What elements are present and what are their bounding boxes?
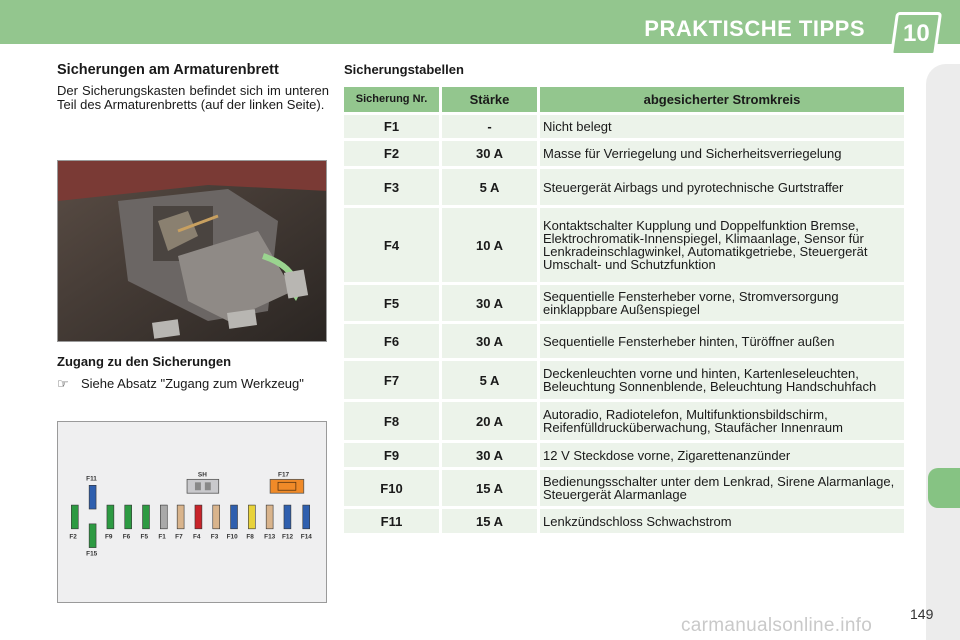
fuse-circuit: Autoradio, Radiotelefon, Multifunktionsbildschirm, Reifenfülldrucküberwachung, Staufächer Innenraum	[540, 402, 904, 440]
table-row	[344, 115, 904, 138]
fuse-circuit: Kontaktschalter Kupplung und Doppelfunktion Bremse, Elektrochromatik-Innenspiegel, Klimaanlage, Sensor für Lenkradeinschlagwinkel, Automatikgetriebe, Steuergerät Umschalt- und Schutzfunktion	[540, 208, 904, 282]
fuse-f3	[213, 505, 220, 529]
fuse-circuit: Sequentielle Fensterheber hinten, Türöffner außen	[540, 324, 904, 358]
fuse-circuit: Bedienungsschalter unter dem Lenkrad, Sirene Alarmanlage, Steuergerät Alarmanlage	[540, 470, 904, 506]
fuse-number: F11	[344, 509, 439, 533]
label-f15: F15	[86, 550, 98, 558]
fuse-f5	[143, 505, 150, 529]
fuse-circuit: 12 V Steckdose vorne, Zigarettenanzünder	[540, 443, 904, 467]
fuse-amperage: 20 A	[442, 402, 537, 440]
label-f5: F5	[140, 533, 149, 541]
fuse-f8	[248, 505, 255, 529]
label-f7: F7	[175, 533, 183, 541]
page-number: 149	[910, 606, 934, 622]
fuse-circuit: Masse für Verriegelung und Sicherheitsverriegelung	[540, 141, 904, 166]
header-amperage: Stärke	[442, 87, 537, 112]
table-row	[344, 443, 904, 467]
label-f2: F2	[69, 533, 77, 541]
table-row	[344, 285, 904, 321]
fuse-sh	[187, 479, 219, 493]
fuse-f15	[89, 524, 96, 548]
label-f11: F11	[86, 475, 97, 483]
fuse-amperage: 15 A	[442, 470, 537, 506]
fuse-f2	[71, 505, 78, 529]
fuse-amperage: 30 A	[442, 443, 537, 467]
fuse-amperage: 10 A	[442, 208, 537, 282]
fuse-number: F10	[344, 470, 439, 506]
fuse-f14	[303, 505, 310, 529]
chapter-number: 10	[902, 20, 930, 47]
table-row	[344, 169, 904, 205]
label-f3: F3	[210, 533, 219, 541]
access-title: Zugang zu den Sicherungen	[57, 354, 232, 369]
pointing-hand-icon: ☞	[57, 376, 69, 391]
label-f6: F6	[122, 533, 131, 541]
fuse-number: F1	[344, 115, 439, 138]
fuse-f7	[177, 505, 184, 529]
fuse-f11	[89, 485, 96, 509]
fuse-amperage: 30 A	[442, 324, 537, 358]
table-row	[344, 470, 904, 506]
table-row	[344, 208, 904, 282]
fuse-number: F6	[344, 324, 439, 358]
label-f1: F1	[158, 533, 166, 541]
section-title: Sicherungen am Armaturenbrett	[57, 62, 279, 78]
fuse-amperage: 30 A	[442, 285, 537, 321]
table-row	[344, 361, 904, 399]
fuse-f1	[160, 505, 167, 529]
fuse-f6	[125, 505, 132, 529]
fuse-f10	[231, 505, 238, 529]
fuse-number: F4	[344, 208, 439, 282]
label-f12: F12	[282, 533, 294, 541]
fuse-circuit: Nicht belegt	[540, 115, 904, 138]
access-instruction	[57, 376, 337, 392]
table-row	[344, 509, 904, 533]
header-circuit: abgesicherter Stromkreis	[540, 87, 904, 112]
fuse-f4	[195, 505, 202, 529]
access-text: Siehe Absatz "Zugang zum Werkzeug"	[81, 376, 304, 391]
label-f14: F14	[300, 533, 312, 541]
fuse-circuit: Lenkzündschloss Schwachstrom	[540, 509, 904, 533]
fuse-number: F9	[344, 443, 439, 467]
fuse-amperage: -	[442, 115, 537, 138]
fuse-amperage: 30 A	[442, 141, 537, 166]
chapter-badge	[890, 12, 942, 56]
fuse-amperage: 5 A	[442, 361, 537, 399]
fuse-layout-diagram	[57, 421, 327, 603]
fuse-table	[344, 87, 904, 536]
fusebox-location-photo	[57, 160, 327, 342]
fuse-f9	[107, 505, 114, 529]
fuse-number: F3	[344, 169, 439, 205]
table-title: Sicherungstabellen	[344, 62, 464, 77]
fuse-layout-svg	[58, 422, 326, 602]
fuse-amperage: 15 A	[442, 509, 537, 533]
table-row	[344, 141, 904, 166]
fuse-amperage: 5 A	[442, 169, 537, 205]
fuse-number: F2	[344, 141, 439, 166]
dashboard-illustration	[58, 161, 327, 342]
table-row	[344, 402, 904, 440]
page-title: PRAKTISCHE TIPPS	[644, 16, 865, 41]
label-f10: F10	[226, 533, 238, 541]
page-edge-strip	[926, 64, 960, 640]
label-f9: F9	[104, 533, 113, 541]
table-row	[344, 324, 904, 358]
header-fuse-number: Sicherung Nr.	[344, 87, 439, 112]
fuse-number: F7	[344, 361, 439, 399]
label-f13: F13	[264, 533, 276, 541]
chapter-tab[interactable]	[928, 468, 960, 508]
fuse-number: F8	[344, 402, 439, 440]
table-header-row	[344, 87, 904, 112]
label-f4: F4	[192, 533, 201, 541]
intro-text: Der Sicherungskasten befindet sich im unteren Teil des Armaturenbretts (auf der linken Seite).	[57, 83, 329, 112]
watermark: carmanualsonline.info	[681, 615, 873, 636]
fuse-f12	[284, 505, 291, 529]
label-f17: F17	[278, 471, 290, 479]
fuse-circuit: Steuergerät Airbags und pyrotechnische Gurtstraffer	[540, 169, 904, 205]
fuse-circuit: Deckenleuchten vorne und hinten, Kartenleseleuchten, Beleuchtung Sonnenblende, Beleuchtung Handschuhfach	[540, 361, 904, 399]
fuse-circuit: Sequentielle Fensterheber vorne, Stromversorgung einklappbare Außenspiegel	[540, 285, 904, 321]
fuse-f13	[266, 505, 273, 529]
fuse-number: F5	[344, 285, 439, 321]
label-sh: SH	[197, 471, 207, 479]
fuse-f17	[270, 479, 304, 493]
label-f8: F8	[246, 533, 254, 541]
